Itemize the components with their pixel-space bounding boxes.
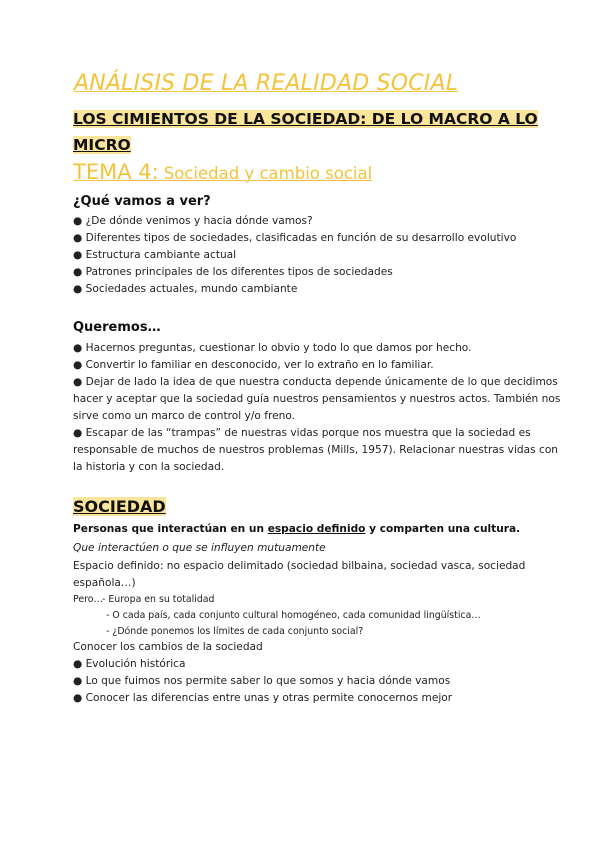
queremos-heading: Queremos… [73, 320, 161, 335]
definition-text-end: y comparten una cultura. [365, 523, 521, 535]
pero-label: Pero… [73, 594, 103, 605]
list-item: ● Diferentes tipos de sociedades, clasificadas en función de su desarrollo evolutivo [73, 232, 517, 244]
sociedad-heading-text: SOCIEDAD [73, 497, 166, 516]
paragraph-line: ● Hacernos preguntas, cuestionar lo obvio y todo lo que damos por hecho. [73, 342, 472, 354]
paragraph-line: ● Escapar de las “trampas” de nuestras vidas porque nos muestra que la sociedad es [73, 427, 531, 439]
pero-item: - Europa en su totalidad [102, 594, 215, 605]
italic-note: Que interactúen o que se influyen mutuamente [73, 542, 326, 554]
paragraph-line: española…) [73, 577, 136, 589]
tema-title: Sociedad y cambio social [163, 164, 373, 183]
queremos-list [73, 340, 560, 476]
subtitle [73, 106, 543, 158]
subtitle-line-1: LOS CIMIENTOS DE LA SOCIEDAD: DE LO MACRO A LO [73, 110, 538, 128]
paragraph-line: sirve como un marco de control y/o freno. [73, 410, 295, 422]
list-item: ● Patrones principales de los diferentes tipos de sociedades [73, 266, 393, 278]
subtitle-line-2: MICRO [73, 136, 131, 154]
list-item: ● Evolución histórica [73, 658, 186, 670]
list-item: ● Lo que fuimos nos permite saber lo que somos y hacia dónde vamos [73, 675, 451, 687]
list-item: ● ¿De dónde venimos y hacia dónde vamos? [73, 215, 313, 227]
que-vamos-list [73, 213, 516, 298]
pero-item: - O cada país, cada conjunto cultural homogéneo, cada comunidad lingüística… [106, 610, 481, 621]
sociedad-heading [73, 497, 166, 516]
que-vamos-heading: ¿Qué vamos a ver? [73, 194, 211, 209]
list-item: ● Conocer las diferencias entre unas y otras permite conocernos mejor [73, 692, 453, 704]
tema-number: TEMA 4: [73, 160, 159, 184]
paragraph-line: la historia y con la sociedad. [73, 461, 225, 473]
list-item: ● Estructura cambiante actual [73, 249, 237, 261]
conocer-list [73, 656, 452, 707]
paragraph-line: hacer y aceptar que la sociedad guía nuestros pensamientos y nuestros actos. También nos [73, 393, 561, 405]
main-title: ANÁLISIS DE LA REALIDAD SOCIAL [74, 71, 459, 96]
list-item: ● Sociedades actuales, mundo cambiante [73, 283, 298, 295]
paragraph-line: ● Convertir lo familiar en desconocido, ver lo extraño en lo familiar. [73, 359, 434, 371]
espacio-definido-paragraph [73, 558, 525, 592]
pero-item: - ¿Dónde ponemos los límites de cada conjunto social? [106, 626, 364, 637]
definition-text: Personas que interactúan en un [73, 523, 268, 535]
paragraph-line: responsable de muchos de nuestros problemas (Mills, 1957). Relacionar nuestras vidas con [73, 444, 559, 456]
paragraph-line: ● Dejar de lado la idea de que nuestra conducta depende únicamente de lo que decidimos [73, 376, 558, 388]
definition-underlined: espacio definido [267, 523, 366, 535]
tema-heading [73, 160, 372, 184]
paragraph-line: Espacio definido: no espacio delimitado (sociedad bilbaina, sociedad vasca, sociedad [73, 560, 526, 572]
conocer-heading: Conocer los cambios de la sociedad [73, 641, 263, 653]
sociedad-definition [73, 521, 520, 538]
